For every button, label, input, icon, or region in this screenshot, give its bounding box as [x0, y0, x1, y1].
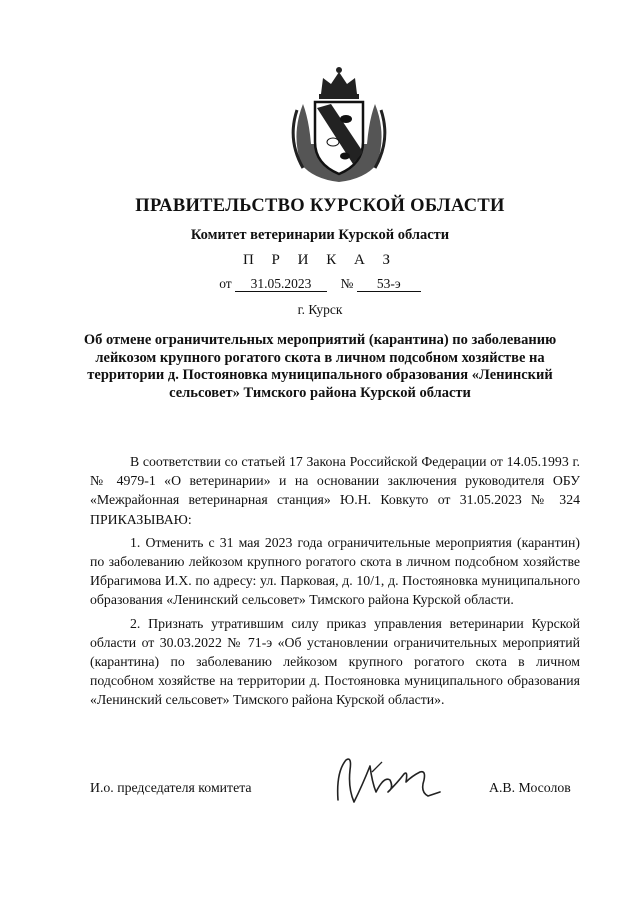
date-number-line — [0, 276, 640, 292]
signatory-role: И.о. председателя комитета — [90, 780, 252, 795]
signatory-name: А.В. Мосолов — [489, 780, 571, 795]
handwritten-signature — [332, 752, 444, 812]
committee-name: Комитет ветеринарии Курской области — [190, 227, 450, 243]
government-title: ПРАВИТЕЛЬСТВО КУРСКОЙ ОБЛАСТИ — [135, 196, 505, 216]
document-date: 31.05.2023 — [235, 276, 327, 292]
kursk-coat-of-arms-icon — [283, 64, 395, 184]
number-sign: № — [340, 276, 354, 291]
document-city: г. Курск — [297, 302, 343, 317]
preamble-paragraph: В соответствии со статьей 17 Закона Российской Федерации от 14.05.1993 г. № 4979-1 «О ветеринарии» и на основании заключения руководителя ОБУ «Межрайонная ветеринарная станция» Ю.Н. Ковкуто от 31.05.2023 № 324 ПРИКАЗЫВАЮ: — [90, 454, 580, 527]
document-subject: Об отмене ограничительных мероприятий (карантина) по заболеванию лейкозом крупного рогатого скота в личном подсобном хозяйстве на территории д. Постояновка муниципального образования «Ленинский сельсовет» Тимского района Курской области — [83, 332, 557, 401]
date-prefix: от — [219, 276, 232, 291]
document-body — [90, 452, 580, 714]
document-number: 53-э — [357, 276, 421, 292]
order-item-1: 1. Отменить с 31 мая 2023 года ограничительные мероприятия (карантин) по заболеванию лейкозом крупного рогатого скота в личном подсобном хозяйстве Ибрагимова И.Х. по адресу: ул. Парковая, д. 10/1, д. Постояновка муниципального образования «Ленинский сельсовет» Тимского района Курской области. — [90, 534, 580, 608]
order-item-2: 2. Признать утратившим силу приказ управления ветеринарии Курской области от 30.03.2022 № 71-э «Об установлении ограничительных мероприятий (карантина) по заболеванию лейкозом крупного рогатого скота в личном подсобном хозяйстве на территории д. Постояновка муниципального образования «Ленинский сельсовет» Тимского района Курской области». — [90, 615, 580, 708]
document-type: П Р И К А З — [242, 252, 398, 268]
